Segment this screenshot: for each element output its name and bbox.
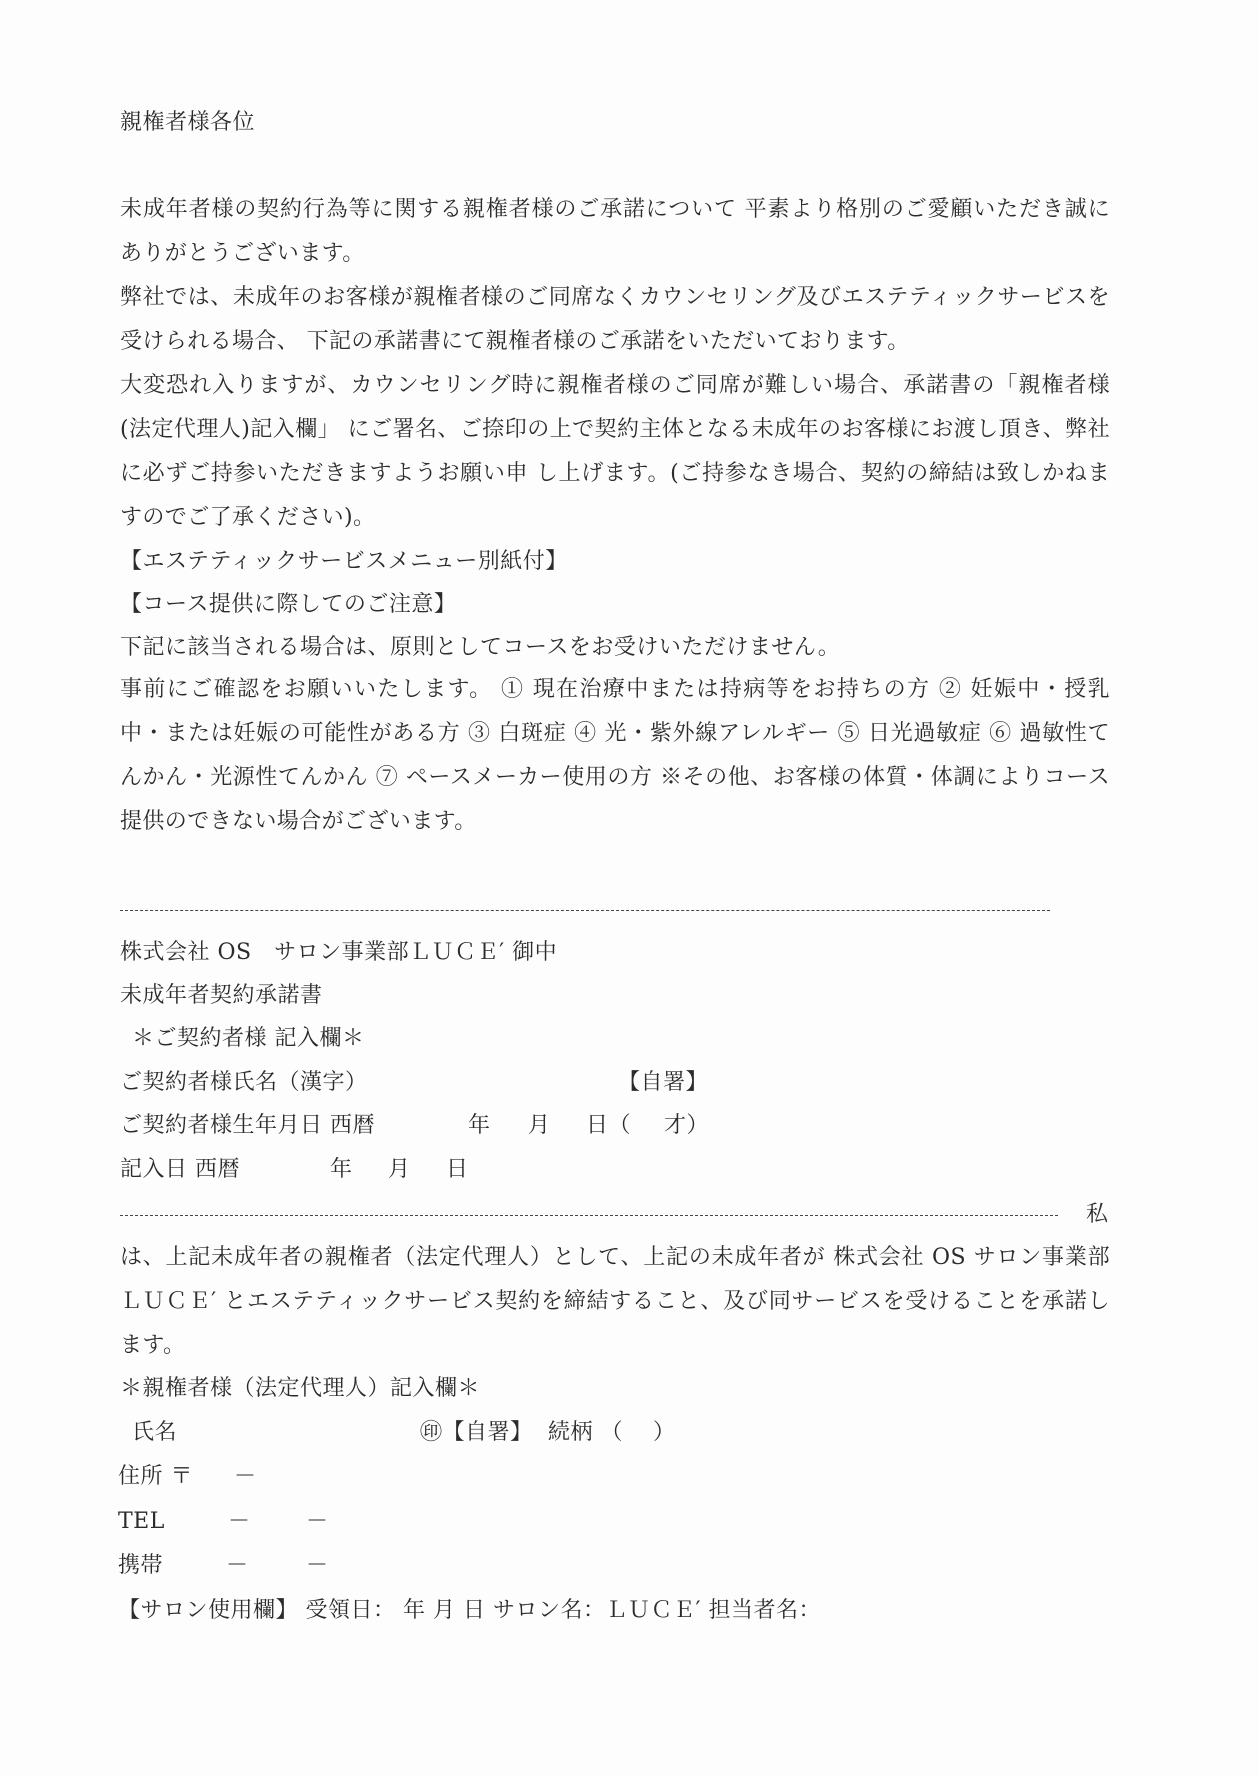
mobile-dash-1: － — [226, 1553, 249, 1578]
contractor-birth-label: ご契約者様生年月日 西暦 — [120, 1113, 375, 1138]
guardian-seal-label: ㊞【自署】 — [420, 1420, 533, 1445]
mobile-dash-2: － — [306, 1553, 329, 1578]
company-paragraph: 弊社では、未成年のお客様が親権者様のご同席なくカウンセリング及びエステティックサービスを受けられる場合、 下記の承諾書にて親権者様のご承諾をいただいております。 — [120, 285, 1110, 354]
guardian-section-title: ＊親権者様（法定代理人）記入欄＊ — [120, 1376, 481, 1401]
cut-line-top — [120, 910, 1050, 911]
tel-dash-1: － — [228, 1509, 251, 1534]
request-paragraph: 大変恐れ入りますが、カウンセリング時に親権者様のご同席が難しい場合、承諾書の「親権者様(法定代理人)記入欄」 にご署名、ご捺印の上で契約主体となる未成年のお客様にお渡し頂き、弊社に必ずご持参いただきますようお願い申 し上げます。(ご持参なき場合、契約の締結は致しかねますのでご了承ください)。 — [120, 373, 1110, 530]
notice-line: 下記に該当される場合は、原則としてコースをお受けいただけません。 — [120, 635, 841, 660]
menu-heading: 【エステティックサービスメニュー別紙付】 — [120, 549, 568, 574]
consent-paragraph: は、上記未成年者の親権者（法定代理人）として、上記の未成年者が 株式会社 OS サロン事業部ＬＵＣＥ′ とエステティックサービス契約を締結すること、及び同サービスを受けることを承諾します。 — [120, 1245, 1110, 1358]
address-dash: － — [234, 1464, 257, 1489]
contractor-name-label: ご契約者様氏名（漢字） — [120, 1070, 368, 1095]
guardian-relation-label: 続柄 （ ） — [548, 1420, 676, 1445]
form-title: 未成年者契約承諾書 — [120, 983, 323, 1008]
salon-use-row: 【サロン使用欄】 受領日： 年 月 日 サロン名：ＬＵＣＥ′ 担当者名： — [118, 1598, 821, 1623]
cut-line-bottom — [120, 1215, 1058, 1216]
birth-year-label: 年 — [468, 1113, 491, 1138]
contractor-signature-label: 【自署】 — [618, 1070, 709, 1095]
entry-date-label: 記入日 西暦 — [120, 1157, 240, 1182]
entry-month-label: 月 — [388, 1157, 411, 1182]
tel-label: TEL — [118, 1509, 165, 1534]
birth-month-label: 月 — [528, 1113, 551, 1138]
intro-paragraph: 未成年者様の契約行為等に関する親権者様のご承諾について 平素より格別のご愛顧いただき誠にありがとうございます。 — [120, 197, 1110, 266]
address-label: 住所 〒 — [118, 1464, 193, 1489]
guardian-name-label: 氏名 — [132, 1420, 178, 1445]
addressee: 株式会社 OS サロン事業部ＬＵＣＥ′ 御中 — [120, 940, 558, 965]
notice-paragraph: 事前にご確認をお願いいたします。 ① 現在治療中または持病等をお持ちの方 ② 妊娠中・授乳中・または妊娠の可能性がある方 ③ 白斑症 ④ 光・紫外線アレルギー ⑤ 日光過敏症 ⑥ 過敏性てんかん・光源性てんかん ⑦ ペースメーカー使用の方 ※その他、お客様の体質・体調によりコース提供のできない場合がございます。 — [120, 677, 1110, 834]
tel-dash-2: － — [306, 1509, 329, 1534]
entry-day-label: 日 — [446, 1157, 469, 1182]
contractor-section-title: ＊ご契約者様 記入欄＊ — [132, 1026, 365, 1051]
consent-tail: 私 — [1086, 1202, 1109, 1227]
birth-age-label: 才） — [664, 1113, 710, 1138]
salutation: 親権者様各位 — [120, 110, 256, 135]
mobile-label: 携帯 — [118, 1553, 164, 1578]
entry-year-label: 年 — [330, 1157, 353, 1182]
notice-heading: 【コース提供に際してのご注意】 — [120, 592, 457, 617]
birth-day-label: 日（ — [586, 1113, 632, 1138]
